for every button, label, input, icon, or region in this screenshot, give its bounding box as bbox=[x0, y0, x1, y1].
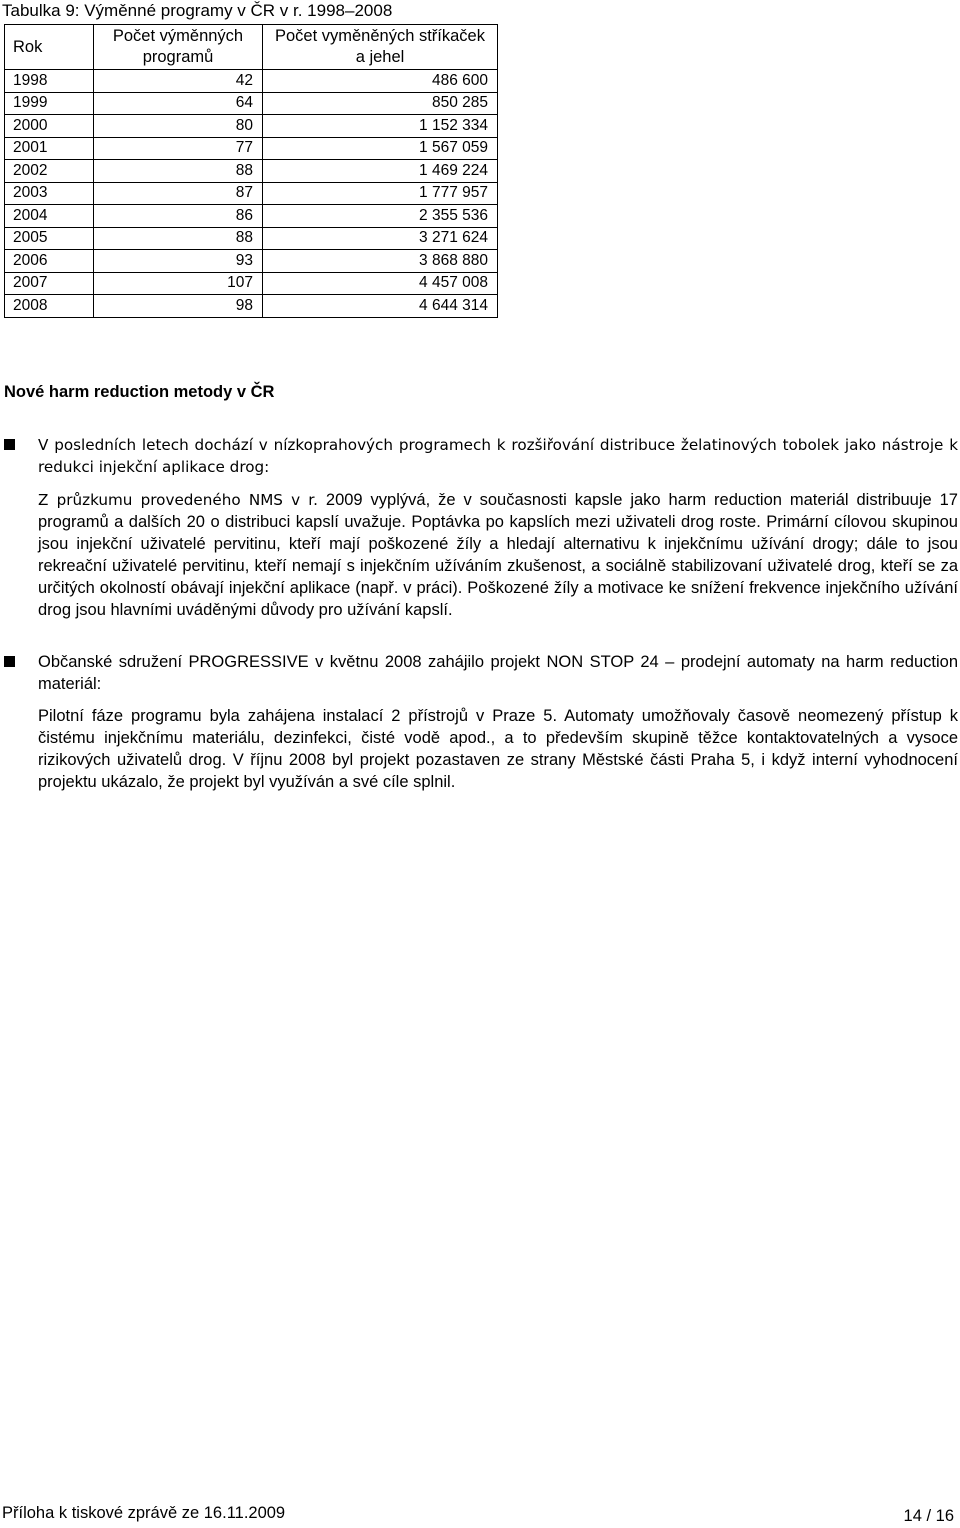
cell-year: 1999 bbox=[5, 92, 94, 115]
capsules-body-rest: 2009 vyplývá, že v současnosti kapsle jako harm reduction materiál distribuuje 17 programů a dalších 20 o distribuci kapslí uvažuje. Poptávka po kapslích mezi uživateli drog roste. Primární cílovou skupinou jsou injekční uživatelé pervitinu, kteří mají poškozené žíly a hledají alternativu k injekčnímu užívání drogy; dále to jsou rekreační uživatelé pervitinu, kteří nemají s injekčním užíváním zkušenost, a sociálně stabilizovaní uživatelé drog, kteří se za určitých okolností obávají injekční aplikace (např. v práci). Poškozené žíly a motivace ke snížení frekvence injekčního užívání drog jsou hlavními uváděnými důvody pro užívání kapslí. bbox=[38, 491, 958, 619]
cell-syringes: 4 457 008 bbox=[263, 272, 498, 295]
cell-syringes: 3 271 624 bbox=[263, 227, 498, 250]
cell-syringes: 4 644 314 bbox=[263, 295, 498, 318]
table-row bbox=[5, 250, 498, 273]
cell-syringes: 2 355 536 bbox=[263, 205, 498, 228]
table-row bbox=[5, 115, 498, 138]
column-header-syringes: Počet vyměněných stříkaček a jehel bbox=[263, 25, 498, 70]
cell-year: 2005 bbox=[5, 227, 94, 250]
cell-programs: 80 bbox=[94, 115, 263, 138]
bullet-block-capsules bbox=[38, 434, 958, 621]
bullet-square-icon bbox=[4, 656, 15, 667]
table-row bbox=[5, 272, 498, 295]
table-header-row bbox=[5, 25, 498, 70]
table-row bbox=[5, 92, 498, 115]
cell-year: 2002 bbox=[5, 160, 94, 183]
footer-note: Příloha k tiskové zprávě ze 16.11.2009 bbox=[2, 1504, 286, 1522]
cell-programs: 86 bbox=[94, 205, 263, 228]
cell-programs: 87 bbox=[94, 182, 263, 205]
cell-syringes: 1 152 334 bbox=[263, 115, 498, 138]
cell-programs: 107 bbox=[94, 272, 263, 295]
cell-syringes: 850 285 bbox=[263, 92, 498, 115]
cell-programs: 98 bbox=[94, 295, 263, 318]
table-row bbox=[5, 295, 498, 318]
vending-intro: Občanské sdružení PROGRESSIVE v květnu 2008 zahájilo projekt NON STOP 24 – prodejní automaty na harm reduction materiál: bbox=[38, 653, 958, 693]
cell-year: 2007 bbox=[5, 272, 94, 295]
table-row bbox=[5, 205, 498, 228]
cell-programs: 64 bbox=[94, 92, 263, 115]
vending-body: Pilotní fáze programu byla zahájena instalací 2 přístrojů v Praze 5. Automaty umožňovaly časově neomezený přístup k čistému injekčnímu materiálu, dezinfekci, čisté vodě apod., a to především skupině těžce kontaktovatelných a vysoce rizikových uživatelů drog. V říjnu 2008 byl projekt pozastaven ze strany Městské části Praha 5, i když interní vyhodnocení projektu ukázalo, že projekt byl využíván a své cíle splnil. bbox=[38, 707, 958, 791]
capsules-intro: V posledních letech dochází v nízkoprahových programech k rozšiřování distribuce želatinových tobolek jako nástroje k redukci injekční aplikace drog: bbox=[38, 436, 958, 476]
exchange-programs-table bbox=[4, 24, 498, 318]
cell-syringes: 1 777 957 bbox=[263, 182, 498, 205]
table-row bbox=[5, 137, 498, 160]
table-row bbox=[5, 182, 498, 205]
table-row bbox=[5, 160, 498, 183]
cell-year: 2008 bbox=[5, 295, 94, 318]
bullet-square-icon bbox=[4, 439, 15, 450]
cell-year: 2004 bbox=[5, 205, 94, 228]
cell-syringes: 1 567 059 bbox=[263, 137, 498, 160]
page-number: 14 / 16 bbox=[903, 1507, 954, 1525]
table-caption: Tabulka 9: Výměnné programy v ČR v r. 1998–2008 bbox=[2, 1, 393, 20]
cell-programs: 88 bbox=[94, 227, 263, 250]
cell-year: 2003 bbox=[5, 182, 94, 205]
cell-programs: 88 bbox=[94, 160, 263, 183]
table-body bbox=[5, 70, 498, 318]
cell-year: 1998 bbox=[5, 70, 94, 93]
column-header-programs: Počet výměnných programů bbox=[94, 25, 263, 70]
cell-programs: 93 bbox=[94, 250, 263, 273]
table-row bbox=[5, 227, 498, 250]
capsules-body bbox=[38, 489, 958, 621]
cell-syringes: 1 469 224 bbox=[263, 160, 498, 183]
cell-year: 2000 bbox=[5, 115, 94, 138]
table-row bbox=[5, 70, 498, 93]
cell-programs: 77 bbox=[94, 137, 263, 160]
cell-programs: 42 bbox=[94, 70, 263, 93]
section-heading: Nové harm reduction metody v ČR bbox=[4, 383, 275, 401]
capsules-body-lead: Z průzkumu provedeného NMS v r. bbox=[38, 491, 318, 509]
bullet-block-vending bbox=[38, 651, 958, 793]
cell-syringes: 3 868 880 bbox=[263, 250, 498, 273]
column-header-year: Rok bbox=[5, 25, 94, 70]
cell-year: 2006 bbox=[5, 250, 94, 273]
cell-syringes: 486 600 bbox=[263, 70, 498, 93]
cell-year: 2001 bbox=[5, 137, 94, 160]
